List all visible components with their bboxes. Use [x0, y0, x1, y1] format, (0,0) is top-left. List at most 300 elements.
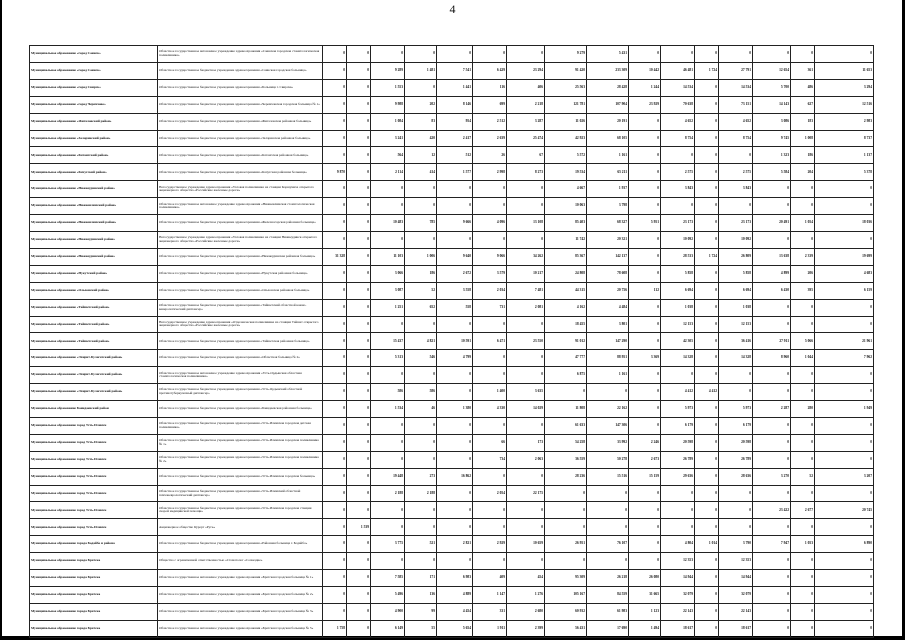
value-cell: 2 034 [473, 282, 507, 299]
organization-cell: Областное государственное бюджетное учреждение здравоохранения «Усть-Ордынский областной противотуберкулезный диспансер» [158, 384, 323, 401]
value-cell: 0 [347, 265, 371, 282]
table-row [30, 215, 874, 232]
value-cell: 206 [791, 265, 815, 282]
value-cell: 186 [791, 147, 815, 164]
value-cell: 4 652 [661, 113, 695, 130]
municipality-cell: Муниципальное образование «Ольхонский район» [30, 282, 158, 299]
value-cell: 0 [347, 587, 371, 604]
value-cell: 0 [323, 231, 347, 248]
value-cell: 4 484 [587, 299, 629, 316]
organization-cell: Областное государственное бюджетное учреждение здравоохранения «Усть-Илимская городская детская поликлиника» [158, 417, 323, 434]
value-cell: 2 821 [437, 536, 473, 553]
municipality-cell: Муниципальное образование «Нижнеилимский район» [30, 215, 158, 232]
value-cell: 78 608 [587, 265, 629, 282]
value-cell: 1 044 [791, 350, 815, 367]
value-cell: 0 [347, 164, 371, 181]
table-row [30, 519, 874, 536]
value-cell: 0 [695, 502, 719, 519]
organization-cell: Общество с ограниченной ответственностью «Стоматолог «Созвездие» [158, 553, 323, 570]
value-cell: 2 054 [473, 485, 507, 502]
value-cell: 4 412 [695, 384, 719, 401]
municipality-cell: Муниципальное образование город Усть-Илимск [30, 485, 158, 502]
table-row [30, 468, 874, 485]
value-cell: 0 [323, 468, 347, 485]
value-cell: 2 575 [719, 164, 753, 181]
value-cell: 0 [791, 587, 815, 604]
value-cell: 6 875 [545, 367, 587, 384]
value-cell: 0 [815, 451, 874, 468]
value-cell: 0 [815, 587, 874, 604]
value-cell: 0 [695, 333, 719, 350]
value-cell: 0 [753, 46, 791, 63]
value-cell: 1 758 [323, 620, 347, 637]
organization-cell: Областное государственное автономное учреждение здравоохранения «Братская городская больница № 5» [158, 620, 323, 637]
value-cell: 0 [507, 502, 545, 519]
value-cell: 9 745 [753, 130, 791, 147]
value-cell: 0 [371, 502, 405, 519]
value-cell: 273 [405, 468, 437, 485]
value-cell: 4 900 [371, 603, 405, 620]
value-cell: 0 [405, 181, 437, 198]
organization-cell: Областное государственное бюджетное учреждение здравоохранения «Усть-Илимская городская больница» [158, 468, 323, 485]
value-cell: 4 330 [473, 401, 507, 418]
value-cell: 1 276 [507, 587, 545, 604]
value-cell: 23 173 [719, 215, 753, 232]
value-cell: 586 [371, 384, 405, 401]
value-cell: 23 173 [661, 215, 695, 232]
value-cell: 0 [629, 130, 661, 147]
value-cell: 0 [347, 130, 371, 147]
municipality-cell: Муниципальное образование «город Черемхово» [30, 96, 158, 113]
municipality-cell: Муниципальное образование город Усть-Илимск [30, 451, 158, 468]
table-row [30, 164, 874, 181]
value-cell: 25 563 [545, 79, 587, 96]
value-cell: 19 699 [815, 248, 874, 265]
value-cell: 9 666 [437, 215, 473, 232]
value-cell: 0 [347, 113, 371, 130]
value-cell: 22 143 [719, 603, 753, 620]
value-cell: 564 [371, 147, 405, 164]
value-cell: 0 [323, 333, 347, 350]
value-cell: 0 [661, 502, 695, 519]
value-cell: 27 791 [719, 62, 753, 79]
value-cell: 12 654 [753, 62, 791, 79]
value-cell: 6 430 [753, 282, 791, 299]
value-cell: 4 652 [719, 113, 753, 130]
value-cell: 1 084 [371, 113, 405, 130]
value-cell: 14 328 [661, 350, 695, 367]
organization-cell: Областное государственное бюджетное учреждение здравоохранения «Усть-Илимская городская поликлиника № 1» [158, 434, 323, 451]
value-cell: 0 [371, 451, 405, 468]
value-cell: 204 [791, 164, 815, 181]
value-cell: 85 367 [545, 248, 587, 265]
value-cell: 3 270 [753, 468, 791, 485]
table-row [30, 570, 874, 587]
value-cell: 2 929 [473, 536, 507, 553]
table-row [30, 62, 874, 79]
organization-cell: Областное государственное бюджетное учреждение здравоохранения «Качугская районная больница» [158, 164, 323, 181]
value-cell: 76 107 [587, 536, 629, 553]
value-cell: 1 161 [587, 147, 629, 164]
value-cell: 0 [695, 451, 719, 468]
value-cell: 3 801 [587, 316, 629, 333]
value-cell: 10 092 [661, 231, 695, 248]
value-cell: 6 694 [719, 282, 753, 299]
value-cell: 0 [545, 502, 587, 519]
organization-cell: Областное государственное бюджетное учреждение здравоохранения «Заларинская районная больница» [158, 130, 323, 147]
value-cell: 26 080 [629, 570, 661, 587]
value-cell: 47 777 [545, 350, 587, 367]
value-cell: 0 [695, 553, 719, 570]
value-cell: 0 [323, 350, 347, 367]
organization-cell: Областное государственное бюджетное учреждение здравоохранения «Железногорская районная больница» [158, 215, 323, 232]
value-cell: 12 153 [719, 316, 753, 333]
value-cell: 10 591 [437, 333, 473, 350]
value-cell: 0 [815, 181, 874, 198]
value-cell: 13 108 [507, 215, 545, 232]
value-cell: 34 262 [507, 248, 545, 265]
organization-cell: Областное государственное бюджетное учреждение здравоохранения «Баяндаевская районная больница» [158, 401, 323, 418]
value-cell: 32 079 [719, 587, 753, 604]
value-cell: 8 754 [661, 130, 695, 147]
value-cell: 0 [405, 79, 437, 96]
value-cell: 88 951 [587, 350, 629, 367]
value-cell: 0 [323, 316, 347, 333]
value-cell: 0 [695, 570, 719, 587]
value-cell: 0 [695, 46, 719, 63]
value-cell: 0 [323, 96, 347, 113]
value-cell: 202 [405, 96, 437, 113]
value-cell: 0 [347, 401, 371, 418]
value-cell: 0 [629, 333, 661, 350]
value-cell: 0 [437, 553, 473, 570]
organization-cell: Областное государственное бюджетное учреждение здравоохранения «Саянская городская больница» [158, 62, 323, 79]
value-cell: 0 [347, 434, 371, 451]
value-cell: 0 [629, 147, 661, 164]
value-cell: 0 [629, 198, 661, 215]
value-cell: 361 [791, 62, 815, 79]
value-cell: 331 [473, 603, 507, 620]
value-cell: 0 [473, 181, 507, 198]
value-cell: 0 [323, 603, 347, 620]
value-cell: 3 369 [629, 350, 661, 367]
value-cell: 0 [815, 367, 874, 384]
value-cell: 0 [753, 603, 791, 620]
value-cell: 5 496 [371, 587, 405, 604]
value-cell: 0 [791, 620, 815, 637]
value-cell: 1 054 [791, 215, 815, 232]
value-cell: 0 [791, 231, 815, 248]
value-cell: 0 [323, 434, 347, 451]
value-cell: 26 809 [719, 248, 753, 265]
value-cell: 0 [661, 519, 695, 536]
value-cell: 0 [545, 553, 587, 570]
value-cell: 0 [695, 282, 719, 299]
value-cell: 0 [629, 417, 661, 434]
value-cell: 0 [629, 248, 661, 265]
value-cell: 5 654 [437, 620, 473, 637]
table-row [30, 96, 874, 113]
value-cell: 55 [405, 620, 437, 637]
value-cell: 6 983 [437, 570, 473, 587]
value-cell: 9 988 [371, 96, 405, 113]
value-cell: 1 400 [473, 384, 507, 401]
value-cell: 0 [347, 299, 371, 316]
value-cell: 0 [405, 553, 437, 570]
value-cell: 12 353 [719, 553, 753, 570]
value-cell: 73 151 [719, 96, 753, 113]
table-row [30, 417, 874, 434]
value-cell: 0 [719, 384, 753, 401]
value-cell: 0 [473, 553, 507, 570]
table-row [30, 620, 874, 637]
value-cell: 8 737 [815, 130, 874, 147]
value-cell: 99 [405, 603, 437, 620]
value-cell: 0 [753, 367, 791, 384]
municipality-cell: Муниципальное образование «город Свирск» [30, 79, 158, 96]
value-cell: 0 [347, 282, 371, 299]
value-cell: 4 454 [437, 603, 473, 620]
value-cell: 0 [695, 181, 719, 198]
table-row [30, 434, 874, 451]
value-cell: 546 [405, 350, 437, 367]
value-cell: 28 428 [587, 79, 629, 96]
value-cell: 2 081 [507, 299, 545, 316]
value-cell: 0 [347, 502, 371, 519]
value-cell: 0 [587, 502, 629, 519]
value-cell: 171 [405, 570, 437, 587]
value-cell: 0 [695, 164, 719, 181]
value-cell: 0 [753, 316, 791, 333]
value-cell: 0 [347, 96, 371, 113]
value-cell: 0 [507, 553, 545, 570]
value-cell: 0 [347, 46, 371, 63]
value-cell: 409 [473, 570, 507, 587]
value-cell: 0 [791, 570, 815, 587]
value-cell: 3 287 [507, 113, 545, 130]
value-cell: 0 [323, 570, 347, 587]
value-cell: 1 539 [347, 519, 371, 536]
value-cell: 0 [629, 299, 661, 316]
table-row [30, 181, 874, 198]
value-cell: 147 306 [587, 417, 629, 434]
value-cell: 14 534 [719, 79, 753, 96]
value-cell: 1 014 [695, 536, 719, 553]
value-cell: 5 973 [719, 401, 753, 418]
value-cell: 586 [405, 384, 437, 401]
value-cell: 5 431 [587, 46, 629, 63]
value-cell: 0 [629, 46, 661, 63]
value-cell: 0 [791, 553, 815, 570]
municipality-cell: Муниципальное образование города Братска [30, 603, 158, 620]
value-cell: 3 579 [473, 265, 507, 282]
value-cell: 2 998 [473, 164, 507, 181]
value-cell: 10 092 [719, 231, 753, 248]
value-cell: 734 [473, 451, 507, 468]
table-row [30, 282, 874, 299]
value-cell: 0 [629, 265, 661, 282]
value-cell: 0 [695, 367, 719, 384]
value-cell: 280 [791, 401, 815, 418]
organization-cell: Областное государственное автономное учреждение здравоохранения «Усть-Ордынская областная стоматологическая поликлиника» [158, 367, 323, 384]
value-cell: 0 [815, 417, 874, 434]
value-cell: 2 246 [629, 434, 661, 451]
value-cell: 1 724 [695, 62, 719, 79]
value-cell: 4 162 [545, 299, 587, 316]
organization-cell: Областное государственное бюджетное учреждение здравоохранения «Жигаловская районная больница» [158, 113, 323, 130]
value-cell: 0 [507, 231, 545, 248]
value-cell: 0 [437, 417, 473, 434]
value-cell: 0 [719, 46, 753, 63]
value-cell: 0 [405, 451, 437, 468]
value-cell: 3 087 [371, 282, 405, 299]
value-cell: 0 [371, 231, 405, 248]
table-row [30, 587, 874, 604]
value-cell: 20 756 [587, 282, 629, 299]
municipality-cell: Муниципальное образование город Усть-Илимск [30, 519, 158, 536]
value-cell: 0 [753, 519, 791, 536]
organization-cell: Областное государственное бюджетное учреждение здравоохранения «Усть-Илимская городская станция скорой медицинской помощи» [158, 502, 323, 519]
value-cell: 0 [405, 316, 437, 333]
value-cell: 1 251 [371, 299, 405, 316]
value-cell: 91 420 [545, 62, 587, 79]
organization-cell: Областное государственное автономное учреждение здравоохранения «Саянская городская стоматологическая поликлиника» [158, 46, 323, 63]
municipality-cell: Муниципальное образование «Заларинский район» [30, 130, 158, 147]
value-cell: 16 862 [437, 468, 473, 485]
value-cell: 12 353 [661, 553, 695, 570]
value-cell: 36 559 [545, 451, 587, 468]
value-cell: 0 [323, 384, 347, 401]
table-row [30, 248, 874, 265]
municipality-cell: Муниципальное образование «Нижнеудинский район» [30, 231, 158, 248]
value-cell: 70 638 [661, 96, 695, 113]
value-cell: 0 [815, 570, 874, 587]
value-cell: 2 673 [629, 451, 661, 468]
value-cell: 0 [719, 147, 753, 164]
value-cell: 0 [791, 434, 815, 451]
value-cell: 2 417 [437, 130, 473, 147]
value-cell: 1 534 [371, 401, 405, 418]
value-cell: 558 [437, 299, 473, 316]
value-cell: 0 [323, 519, 347, 536]
municipality-cell: Муниципальное образование «Катангский район» [30, 147, 158, 164]
value-cell: 0 [629, 519, 661, 536]
value-cell: 1 494 [629, 620, 661, 637]
value-cell: 0 [371, 181, 405, 198]
value-cell: 3 843 [719, 181, 753, 198]
value-cell: 1 038 [661, 299, 695, 316]
value-cell: 0 [753, 587, 791, 604]
value-cell: 9 066 [473, 248, 507, 265]
table-row [30, 603, 874, 620]
value-cell: 0 [347, 248, 371, 265]
municipality-cell: Муниципальное образование «Качугский район» [30, 164, 158, 181]
value-cell: 0 [323, 401, 347, 418]
value-cell: 0 [473, 316, 507, 333]
report-table [29, 45, 874, 638]
value-cell: 0 [815, 299, 874, 316]
value-cell: 0 [629, 502, 661, 519]
value-cell: 5 700 [753, 79, 791, 96]
value-cell: 0 [753, 451, 791, 468]
municipality-cell: Муниципальное образование «Нижнеилимский район» [30, 198, 158, 215]
value-cell: 0 [791, 198, 815, 215]
table-row [30, 231, 874, 248]
value-cell: 3 294 [815, 79, 874, 96]
value-cell: 0 [473, 519, 507, 536]
organization-cell: Областное государственное бюджетное учреждение здравоохранения «Больница г. Свирска» [158, 79, 323, 96]
value-cell: 0 [347, 553, 371, 570]
value-cell: 0 [629, 164, 661, 181]
value-cell: 0 [323, 485, 347, 502]
value-cell: 0 [815, 46, 874, 63]
value-cell: 15 159 [629, 468, 661, 485]
value-cell: 6 471 [473, 333, 507, 350]
value-cell: 67 [507, 147, 545, 164]
municipality-cell: Муниципальное образование «город Саянск» [30, 46, 158, 63]
table-row [30, 384, 874, 401]
organization-cell: Областное государственное бюджетное учреждение здравоохранения «Усть-Илимский областной психоневрологический диспансер» [158, 485, 323, 502]
value-cell: 0 [507, 46, 545, 63]
value-cell: 0 [347, 367, 371, 384]
value-cell: 0 [629, 367, 661, 384]
value-cell: 31 328 [323, 248, 347, 265]
value-cell: 0 [323, 181, 347, 198]
value-cell: 0 [753, 553, 791, 570]
value-cell: 2 680 [507, 603, 545, 620]
value-cell: 42 305 [661, 333, 695, 350]
value-cell: 0 [437, 451, 473, 468]
value-cell: 0 [437, 316, 473, 333]
value-cell: 0 [507, 468, 545, 485]
value-cell: 0 [629, 231, 661, 248]
value-cell: 0 [587, 519, 629, 536]
value-cell: 8 754 [719, 130, 753, 147]
value-cell: 0 [695, 468, 719, 485]
municipality-cell: Муниципальное образование «Эхирит-Булагатский район» [30, 367, 158, 384]
value-cell: 56 431 [545, 620, 587, 637]
value-cell: 12 [405, 147, 437, 164]
value-cell: 4 096 [473, 215, 507, 232]
value-cell: 12 516 [815, 96, 874, 113]
value-cell: 5 973 [661, 401, 695, 418]
value-cell: 0 [791, 451, 815, 468]
value-cell: 24 808 [545, 265, 587, 282]
value-cell: 26 951 [545, 536, 587, 553]
value-cell: 65 211 [587, 164, 629, 181]
value-cell: 0 [815, 553, 874, 570]
value-cell: 1 008 [791, 130, 815, 147]
value-cell: 0 [629, 485, 661, 502]
municipality-cell: Муниципальное образование «Нижнеудинский район» [30, 248, 158, 265]
value-cell: 7 962 [815, 350, 874, 367]
value-cell: 14 328 [719, 350, 753, 367]
value-cell: 19 534 [545, 164, 587, 181]
value-cell: 3 798 [587, 198, 629, 215]
value-cell: 0 [661, 485, 695, 502]
value-cell: 7 585 [371, 570, 405, 587]
value-cell: 5 378 [815, 164, 874, 181]
municipality-cell: Муниципальное образование «Жигаловский район» [30, 113, 158, 130]
organization-cell: Областное государственное автономное учреждение здравоохранения «Братская городская больница № 2» [158, 587, 323, 604]
organization-cell: Областное государственное бюджетное учреждение здравоохранения «Ольхонская районная больница» [158, 282, 323, 299]
value-cell: 454 [507, 570, 545, 587]
value-cell: 0 [437, 485, 473, 502]
value-cell: 0 [323, 536, 347, 553]
organization-cell: Акционерное общество Курорт «Русь» [158, 519, 323, 536]
value-cell: 2 672 [437, 265, 473, 282]
value-cell: 6 149 [371, 620, 405, 637]
